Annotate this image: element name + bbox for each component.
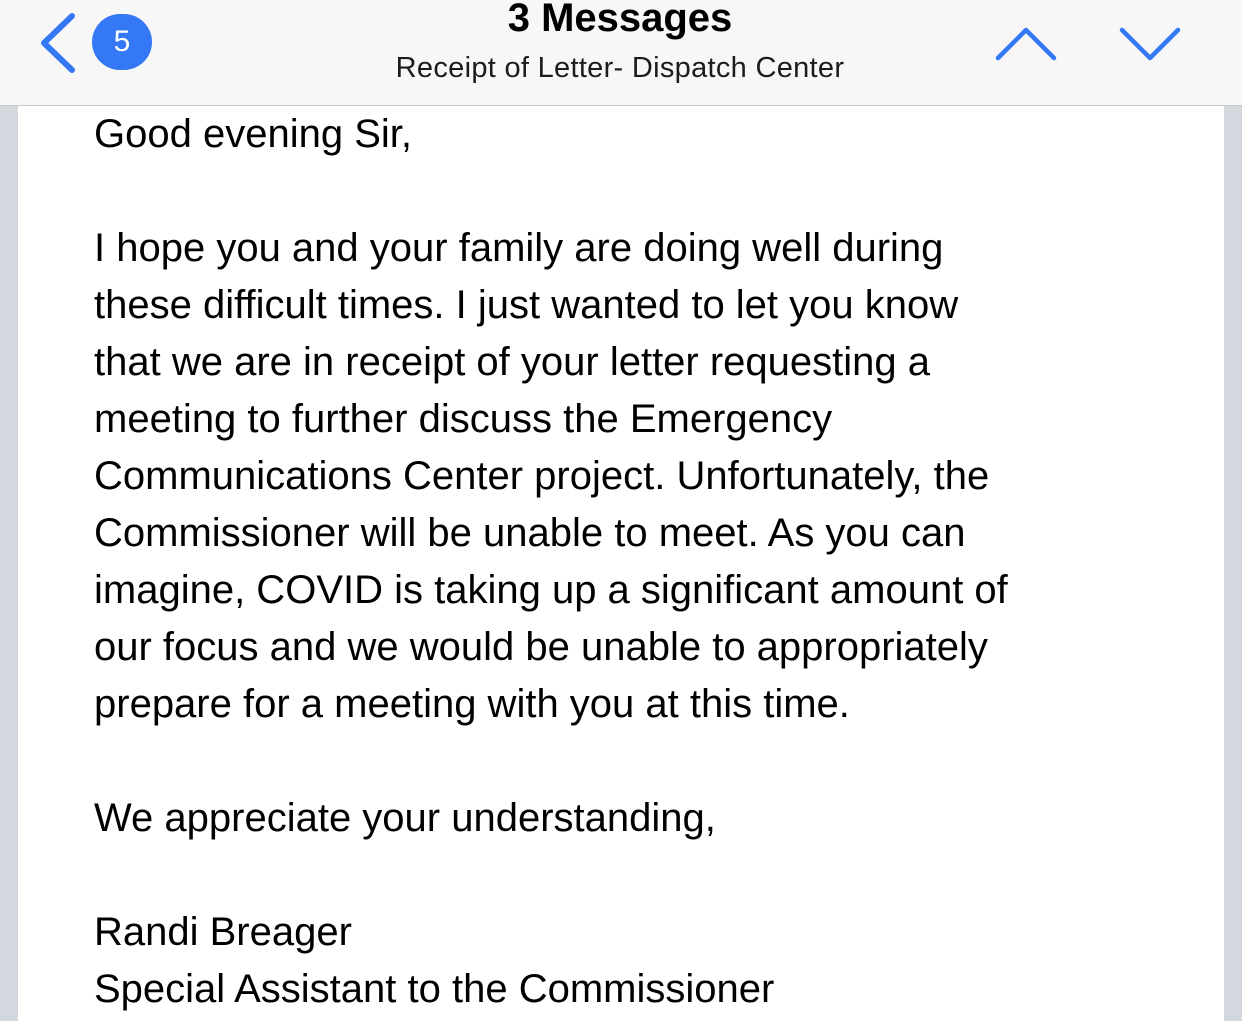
previous-message-button[interactable] <box>994 22 1058 66</box>
nav-header <box>0 0 1242 106</box>
signature-name: Randi Breager <box>94 910 352 954</box>
thread-title: 3 Messages <box>507 0 733 40</box>
body-line: that we are in receipt of your letter requesting a <box>94 340 931 384</box>
chevron-down-icon <box>1118 22 1182 66</box>
unread-count-badge[interactable]: 5 <box>92 14 152 70</box>
thread-subject: Receipt of Letter- Dispatch Center <box>395 52 845 84</box>
signature-title: Special Assistant to the Commissioner <box>94 967 775 1011</box>
body-line: meeting to further discuss the Emergency <box>94 397 833 441</box>
closing: We appreciate your understanding, <box>94 796 716 840</box>
body-line: these difficult times. I just wanted to let you know <box>94 283 959 327</box>
body-line: prepare for a meeting with you at this time. <box>94 682 850 726</box>
message-body <box>94 106 1214 1018</box>
body-line: I hope you and your family are doing well during <box>94 226 944 270</box>
chevron-up-icon <box>994 22 1058 66</box>
back-button[interactable] <box>34 8 84 78</box>
chevron-left-icon <box>34 8 84 78</box>
next-message-button[interactable] <box>1118 22 1182 66</box>
body-line: our focus and we would be unable to appropriately <box>94 625 988 669</box>
greeting: Good evening Sir, <box>94 112 412 156</box>
body-line: Commissioner will be unable to meet. As you can <box>94 511 966 555</box>
body-line: imagine, COVID is taking up a significant amount of <box>94 568 1008 612</box>
body-line: Communications Center project. Unfortunately, the <box>94 454 990 498</box>
